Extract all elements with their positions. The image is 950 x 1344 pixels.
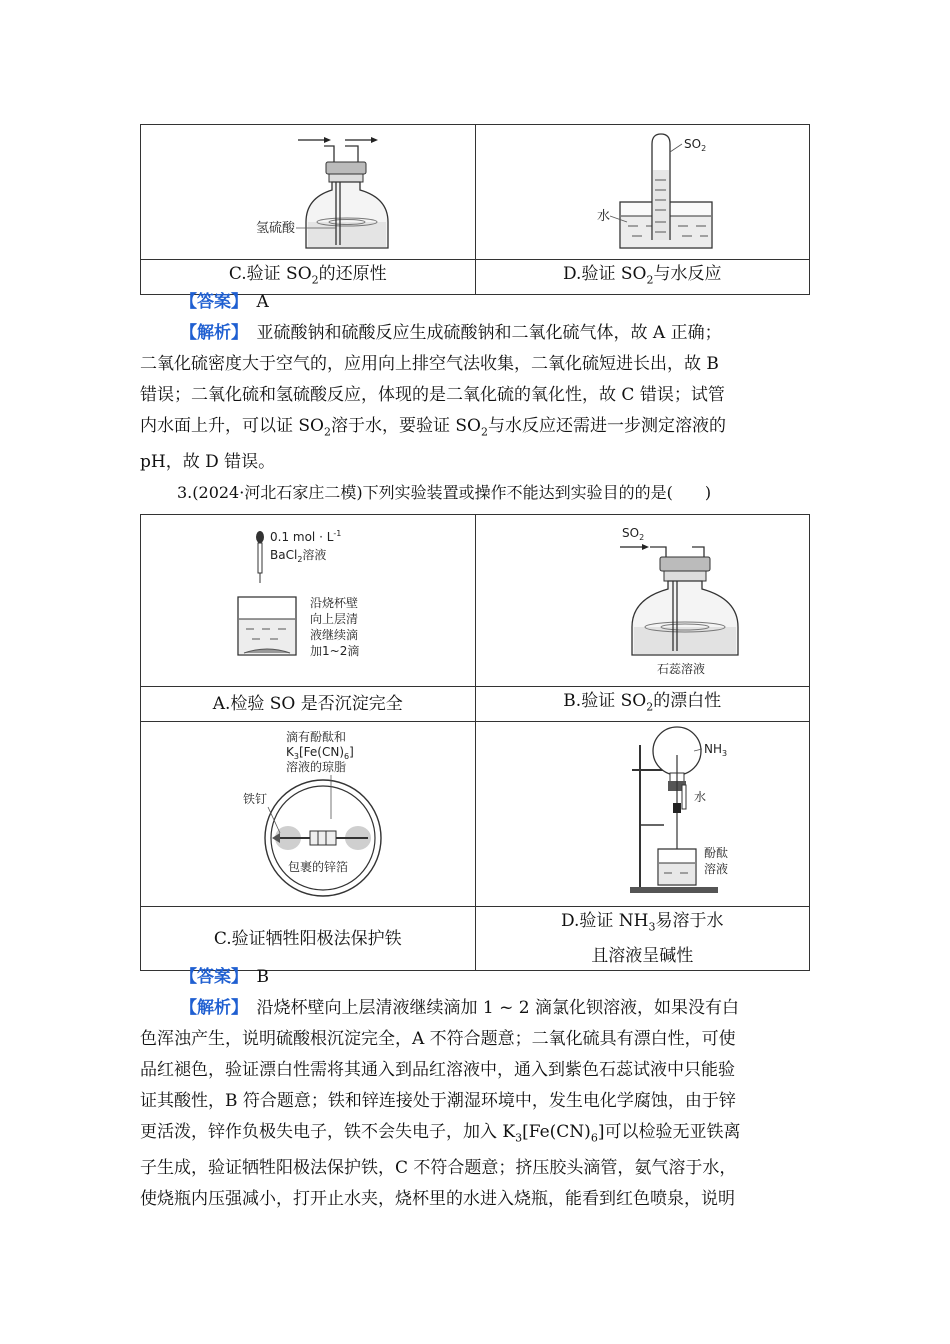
answer-line-2 — [140, 962, 812, 993]
water-label: 水 — [597, 208, 611, 224]
caption-d: D.验证 $SO_2$与水反应 — [475, 260, 810, 295]
bacl2-label: BaCl$_2$溶液 — [269, 547, 327, 564]
answer-tag-2: 【答案】 — [180, 967, 240, 987]
analysis-line-3: 错误；二氧化硫和氢硫酸反应，体现的是二氧化硫的氧化性，故 C 错误；试管 — [140, 385, 725, 405]
fountain-drawing — [482, 725, 802, 900]
question-3: 3.(2024·河北石家庄二模)下列实验装置或操作不能达到实验目的的是( ) — [177, 483, 712, 502]
analysis2-line-5: 更活泼，锌作负极失电子，铁不会失电子，加入 $K_3[Fe(CN)_6]$可以检验无亚铁离 — [140, 1122, 741, 1145]
answer-value: A — [256, 292, 269, 312]
analysis-line-5: pH，故 D 错误。 — [140, 452, 276, 473]
answer-line — [140, 287, 812, 318]
water-label-2: 水 — [694, 789, 707, 804]
analysis-line-1: 【解析】 亚硫酸钠和硫酸反应生成硫酸钠和二氧化硫气体，故 A 正确； — [180, 323, 722, 343]
answer-value-2: B — [256, 967, 269, 987]
note-line-4: 加1~2滴 — [309, 643, 360, 658]
figure-d-cell — [475, 125, 810, 260]
analysis-line-4: 内水面上升，可以证 $SO_2$溶于水，要验证 $SO_2$与水反应还需进一步测定溶液的 — [140, 416, 726, 439]
experiment-table-1 — [140, 124, 810, 295]
figure-c2-cell — [141, 722, 476, 907]
foil-label: 包裹的锌箔 — [287, 859, 348, 874]
experiment-table-2 — [140, 514, 810, 971]
nh3-label: $NH_3$ — [704, 741, 728, 758]
analysis2-line-7: 使烧瓶内压强减小，打开止水夹，烧杯里的水进入烧瓶，能看到红色喷泉，说明 — [140, 1189, 735, 1210]
analysis2-line-6: 子生成，验证牺牲阳极法保护铁，C 不符合题意；挤压胶头滴管，氨气溶于水， — [140, 1158, 737, 1179]
figure-c-cell — [141, 125, 476, 260]
analysis-tag: 【解析】 — [180, 323, 240, 343]
nail-label: 铁钉 — [242, 791, 267, 806]
inverted-tube-figure — [476, 130, 810, 255]
inverted-tube-drawing — [482, 130, 802, 255]
analysis2-line-4: 证其酸性，B 符合题意；铁和锌连接处于潮湿环境中，发生电化学腐蚀，由于锌 — [140, 1091, 736, 1111]
caption-c2: C.验证牺牲阳极法保护铁 — [141, 907, 476, 970]
phenol-label-2: 溶液 — [704, 861, 729, 876]
answer-tag: 【答案】 — [180, 292, 240, 312]
caption-c: C.验证 $SO_2$的还原性 — [141, 260, 476, 295]
gas-washing-bottle-drawing — [148, 130, 468, 255]
answer-block-1 — [140, 287, 812, 478]
note-line-2: 向上层清 — [309, 611, 358, 626]
so2-label: $SO_2$ — [622, 525, 645, 542]
agar-label-1: 滴有酚酞和 — [285, 729, 346, 744]
gas-washing-bottle-figure — [141, 130, 475, 255]
note-line-3: 液继续滴 — [309, 627, 358, 642]
concentration-label: 0.1 mol · $L^{-1}$ — [269, 528, 342, 544]
figure-a-cell — [141, 515, 476, 687]
caption-a: A.检验 SO 是否沉淀完全 — [141, 687, 476, 722]
analysis2-line-2: 色浑浊产生，说明硫酸根沉淀完全，A 不符合题意；二氧化硫具有漂白性，可使 — [140, 1029, 736, 1049]
litmus-label: 石蕊溶液 — [657, 661, 706, 676]
analysis2-line-3: 品红褪色，验证漂白性需将其通入到品红溶液中，通入到紫色石蕊试液中只能验 — [140, 1060, 735, 1080]
figure-b-cell — [475, 515, 810, 687]
phenol-label-1: 酚酞 — [704, 845, 729, 860]
gas-label: $SO_2$ — [684, 136, 707, 153]
analysis-tag-2: 【解析】 — [180, 998, 240, 1018]
agar-label-2: $K_3[Fe(CN)_6]$ — [285, 744, 354, 761]
question-text: 下列实验装置或操作不能达到实验目的的是( ) — [362, 483, 712, 502]
answer-block-2 — [140, 962, 812, 1215]
analysis-line-2: 二氧化硫密度大于空气的，应用向上排空气法收集，二氧化硫短进长出，故 B — [140, 354, 719, 374]
analysis2-line-1: 【解析】 沿烧杯壁向上层清液继续滴加 1 ~ 2 滴氯化钡溶液，如果没有白 — [180, 998, 739, 1018]
figure-d2-cell — [475, 722, 810, 907]
caption-b: B.验证 $SO_2$的漂白性 — [475, 687, 810, 722]
note-line-1: 沿烧杯壁 — [309, 595, 358, 610]
question-source: 河北石家庄二模 — [244, 483, 357, 502]
caption-d2: D.验证 $NH_3$易溶于水 且溶液呈碱性 — [475, 907, 810, 970]
agar-label-3: 溶液的琼脂 — [285, 759, 346, 774]
reagent-label: 氢硫酸 — [255, 220, 295, 236]
beaker-dropper-drawing — [168, 519, 448, 679]
petri-dish-drawing — [168, 725, 448, 900]
litmus-bottle-drawing — [482, 519, 802, 679]
